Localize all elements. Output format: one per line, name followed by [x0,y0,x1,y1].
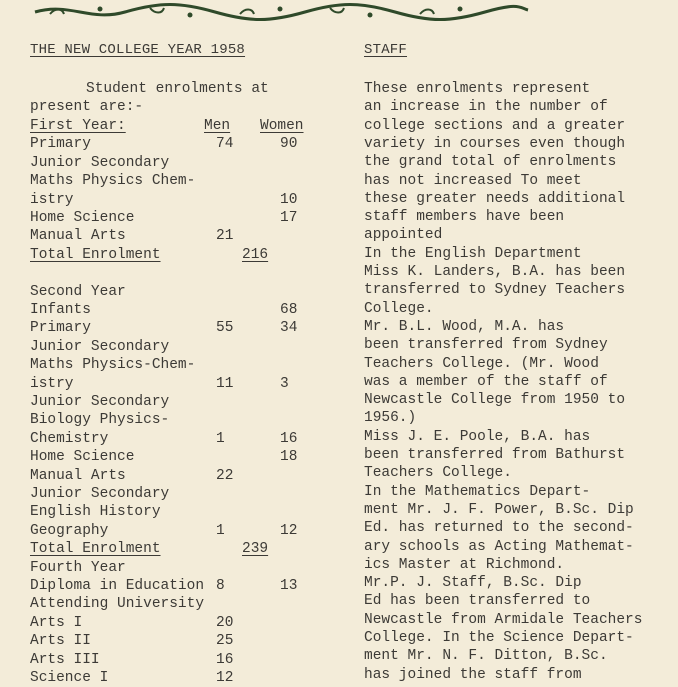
table-row-label: Arts III [30,651,100,668]
table-row-label: Arts II [30,633,91,650]
table-row-men: 8 [216,578,225,594]
table-row-label: Primary [30,320,91,337]
staff-text-line: Ed. has returned to the second- [364,520,634,537]
table-row-label: istry [30,191,74,208]
staff-text-line: transferred to Sydney Teachers [364,282,626,299]
table-row-label: Chemistry [30,430,109,447]
left-column-heading: THE NEW COLLEGE YEAR 1958 [30,42,246,58]
table-row-men: 22 [216,467,234,484]
table-row-label: Manual Arts [30,467,126,484]
table-row-label: Arts I [30,614,83,631]
staff-text-line: ary schools as Acting Mathemat- [364,538,634,555]
table-row-men: 1 [216,522,225,539]
table-row-label: English History [30,504,161,521]
table-row-label: Science I [30,670,109,686]
staff-text-line: college sections and a greater [364,117,626,134]
table-row-label: Total Enrolment [30,246,161,263]
table-row-label: Home Science [30,210,135,226]
table-row-women: 16 [280,430,298,447]
table-row-label: Home Science [30,449,135,466]
staff-text-line: an increase in the number of [364,99,608,116]
table-row-label: Manual Arts [30,228,126,245]
table-row-men: 20 [216,614,234,631]
table-row-men: 21 [216,228,234,245]
table-row-women: 3 [280,375,289,392]
column-header-men: Men [204,118,231,134]
table-row-label: Junior Secondary [30,154,170,171]
table-row-label: Maths Physics-Chem- [30,357,196,374]
table-row-label: Biology Physics- [30,412,170,429]
table-row-women: 17 [280,210,298,226]
staff-text-line: Miss K. Landers, B.A. has been [364,264,626,280]
table-row-men: 12 [216,670,234,686]
staff-text-line: College. [364,300,434,317]
staff-text-line: these greater needs additional [364,190,626,207]
staff-text-line: In the English Department [364,245,582,262]
table-row-women: 34 [280,320,298,337]
staff-text-line: variety in courses even though [364,135,626,152]
table-row-label: Maths Physics Chem- [30,173,196,190]
table-row-men: 1 [216,430,225,447]
staff-text-line: appointed [364,227,443,244]
table-row-label: Infants [30,302,91,318]
table-row-label: istry [30,375,74,392]
table-row-label: Fourth Year [30,559,126,576]
staff-text-line: has not increased To meet [364,172,582,189]
intro-line: Student enrolments at [86,81,269,97]
intro-line: present are:- [30,99,144,115]
staff-text-line: ment Mr. N. F. Ditton, B.Sc. [364,648,608,665]
staff-text-line: staff members have been [364,209,565,226]
staff-text-line: ics Master at Richmond. [364,556,565,573]
decorative-border-ornament [30,0,530,22]
table-row-label: Second Year [30,283,126,300]
staff-text-line: been transferred from Bathurst [364,447,626,463]
table-row-label: Primary [30,136,91,153]
table-row-men: 55 [216,320,234,337]
table-row-women: 13 [280,578,298,594]
staff-text-line: ment Mr. J. F. Power, B.Sc. Dip [364,501,634,518]
staff-text-line: In the Mathematics Depart- [364,483,591,500]
staff-text-line: 1956.) [364,410,417,427]
staff-text-line: Ed has been transferred to [364,593,591,610]
staff-text-line: has joined the staff from [364,666,582,683]
table-row-women: 68 [280,302,298,318]
table-row-women: 10 [280,191,298,208]
table-row-label: Geography [30,522,109,539]
table-row-label: Junior Secondary [30,394,170,410]
staff-text-line: Newcastle from Armidale Teachers [364,611,643,628]
table-row-men: 216 [242,246,269,263]
table-row-women: 90 [280,136,298,153]
staff-text-line: Mr.P. J. Staff, B.Sc. Dip [364,575,582,592]
column-header-women: Women [260,118,304,134]
table-row-men: 16 [216,651,234,668]
table-row-men: 239 [242,541,269,558]
staff-text-line: been transferred from Sydney [364,337,608,354]
staff-text-line: College. In the Science Depart- [364,630,634,646]
table-row-men: 74 [216,136,234,153]
staff-text-line: Newcastle College from 1950 to [364,392,626,409]
staff-text-line: Miss J. E. Poole, B.A. has [364,428,591,445]
staff-text-line: These enrolments represent [364,81,591,97]
right-column-heading: STAFF [364,42,408,58]
table-row-men: 25 [216,633,234,650]
table-row-women: 18 [280,449,298,466]
staff-text-line: the grand total of enrolments [364,154,617,171]
table-row-women: 12 [280,522,298,539]
table-row-label: First Year: [30,118,126,134]
table-row-label: Attending University [30,596,205,613]
staff-text-line: was a member of the staff of [364,373,608,390]
staff-text-line: Teachers College. (Mr. Wood [364,355,599,372]
table-row-men: 11 [216,375,234,392]
table-row-label: Diploma in Education [30,578,205,594]
staff-text-line: Teachers College. [364,465,512,482]
table-row-label: Total Enrolment [30,541,161,558]
table-row-label: Junior Secondary [30,338,170,355]
table-row-label: Junior Secondary [30,486,170,502]
staff-text-line: Mr. B.L. Wood, M.A. has [364,318,565,335]
